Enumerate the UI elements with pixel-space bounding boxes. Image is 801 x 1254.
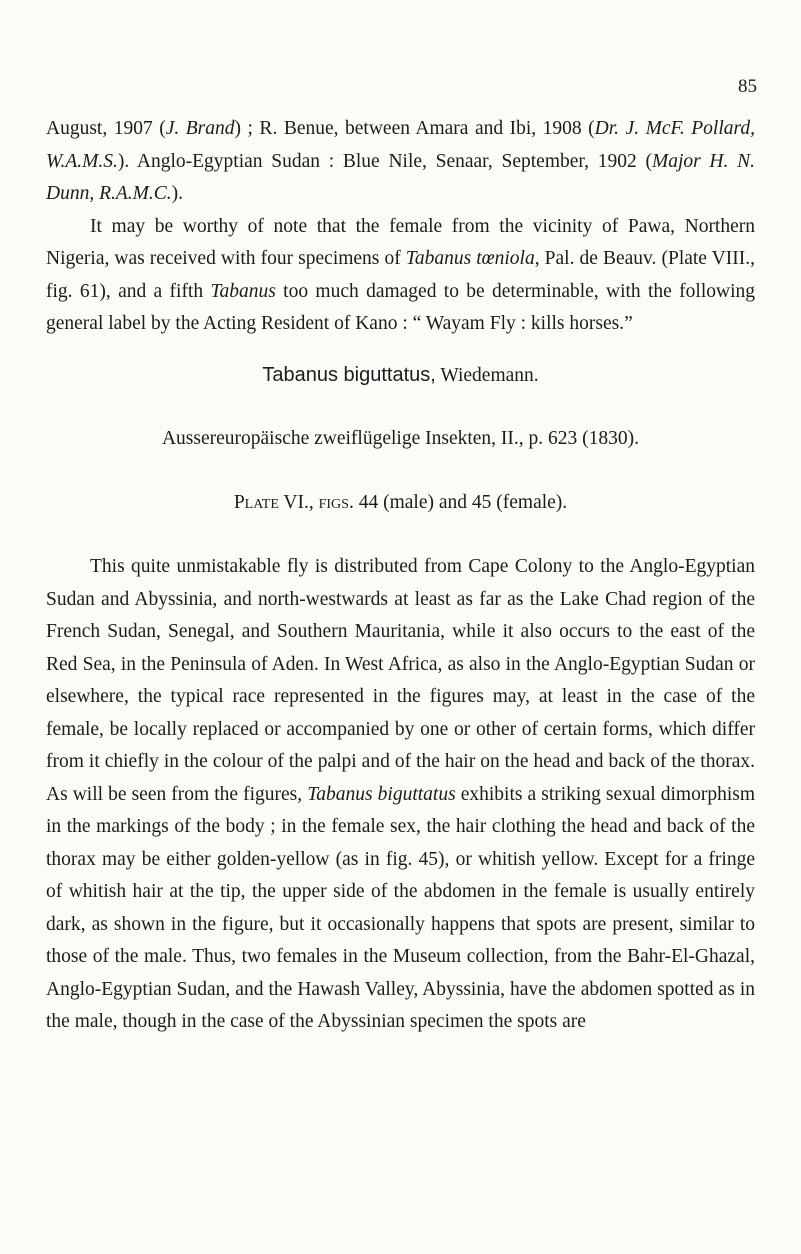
literature-reference: Aussereuropäische zweiflügelige Insekten, II., p. 623 (1830). (161, 428, 640, 449)
plate-reference (46, 487, 755, 519)
locality-text: August, 1907 (J. Brand) ; R. Benue, between Amara and Ibi, 1908 (Dr. J. McF. Pollard, W.A.M.S.). Anglo-Egyptian Sudan : Blue Nile, Senaar, September, 1902 (Major H. N. Dunn, R.A.M.C.). (46, 118, 756, 204)
reference-block (46, 423, 755, 455)
species-title: Tabanus biguttatus, (262, 364, 436, 386)
distribution-text: This quite unmistakable fly is distributed from Cape Colony to the Anglo-Egyptian Sudan and Abyssinia, and north-westwards at least as far as the Lake Chad region of the French Sudan, Senegal, and Southern Mauritania, while it also occurs to the east of the Red Sea, in the Peninsula of Aden. In West Africa, as also in the Anglo-Egyptian Sudan or elsewhere, the typical race represented in the figures may, at least in the case of the female, be locally replaced or accompanied by one or other of certain forms, which differ from it chiefly in the colour of the palpi and of the hair on the head and back of the thorax. As will be seen from the figures, Tabanus biguttatus exhibits a striking sexual dimorphism in the markings of the body ; in the female sex, the hair clothing the head and back of the thorax may be either golden-yellow (as in fig. 45), or whitish yellow. Except for a fringe of whitish hair at the tip, the upper side of the abdomen in the female is usually entirely dark, as shown in the figure, but it occasionally happens that spots are present, similar to those of the male. Thus, two females in the Museum collection, from the Bahr-El-Ghazal, Anglo-Egyptian Sudan, and the Hawash Valley, Abyssinia, have the abdomen spotted as in the male, though in the case of the Abyssinian specimen the spots are (46, 556, 756, 1032)
species-name: Tabanus tœniola (405, 248, 535, 269)
plate-figures: 44 (male) and 45 (female). (358, 492, 568, 513)
page-number: 85 (738, 76, 757, 97)
genus-name: Tabanus (210, 280, 276, 302)
plate-reference-block (46, 487, 755, 519)
paragraph-locality-records (46, 113, 755, 341)
plate-label: Plate VI., figs. (233, 492, 354, 513)
collector-name: J. Brand (165, 118, 235, 139)
paragraph-distribution (46, 551, 755, 1039)
species-name: Tabanus biguttatus (307, 783, 456, 805)
collector-name: Dr. J. McF. Pollard, W.A.M.S. (46, 118, 755, 172)
collector-name: Major H. N. Dunn, R.A.M.C. (46, 150, 756, 204)
species-heading (46, 359, 755, 392)
species-author: Wiedemann. (440, 365, 539, 386)
species-heading-block (46, 359, 755, 392)
paragraph-pawa-note: It may be worthy of note that the female from the vicinity of Pawa, Northern Nigeria, was received with four specimens of Tabanus tœniola, Pal. de Beauv. (Plate VIII., fig. 61), and a fifth Tabanus too much damaged to be determinable, with the following general label by the Acting Resident of Kano : “ Wayam Fly : kills horses.” (46, 215, 755, 334)
